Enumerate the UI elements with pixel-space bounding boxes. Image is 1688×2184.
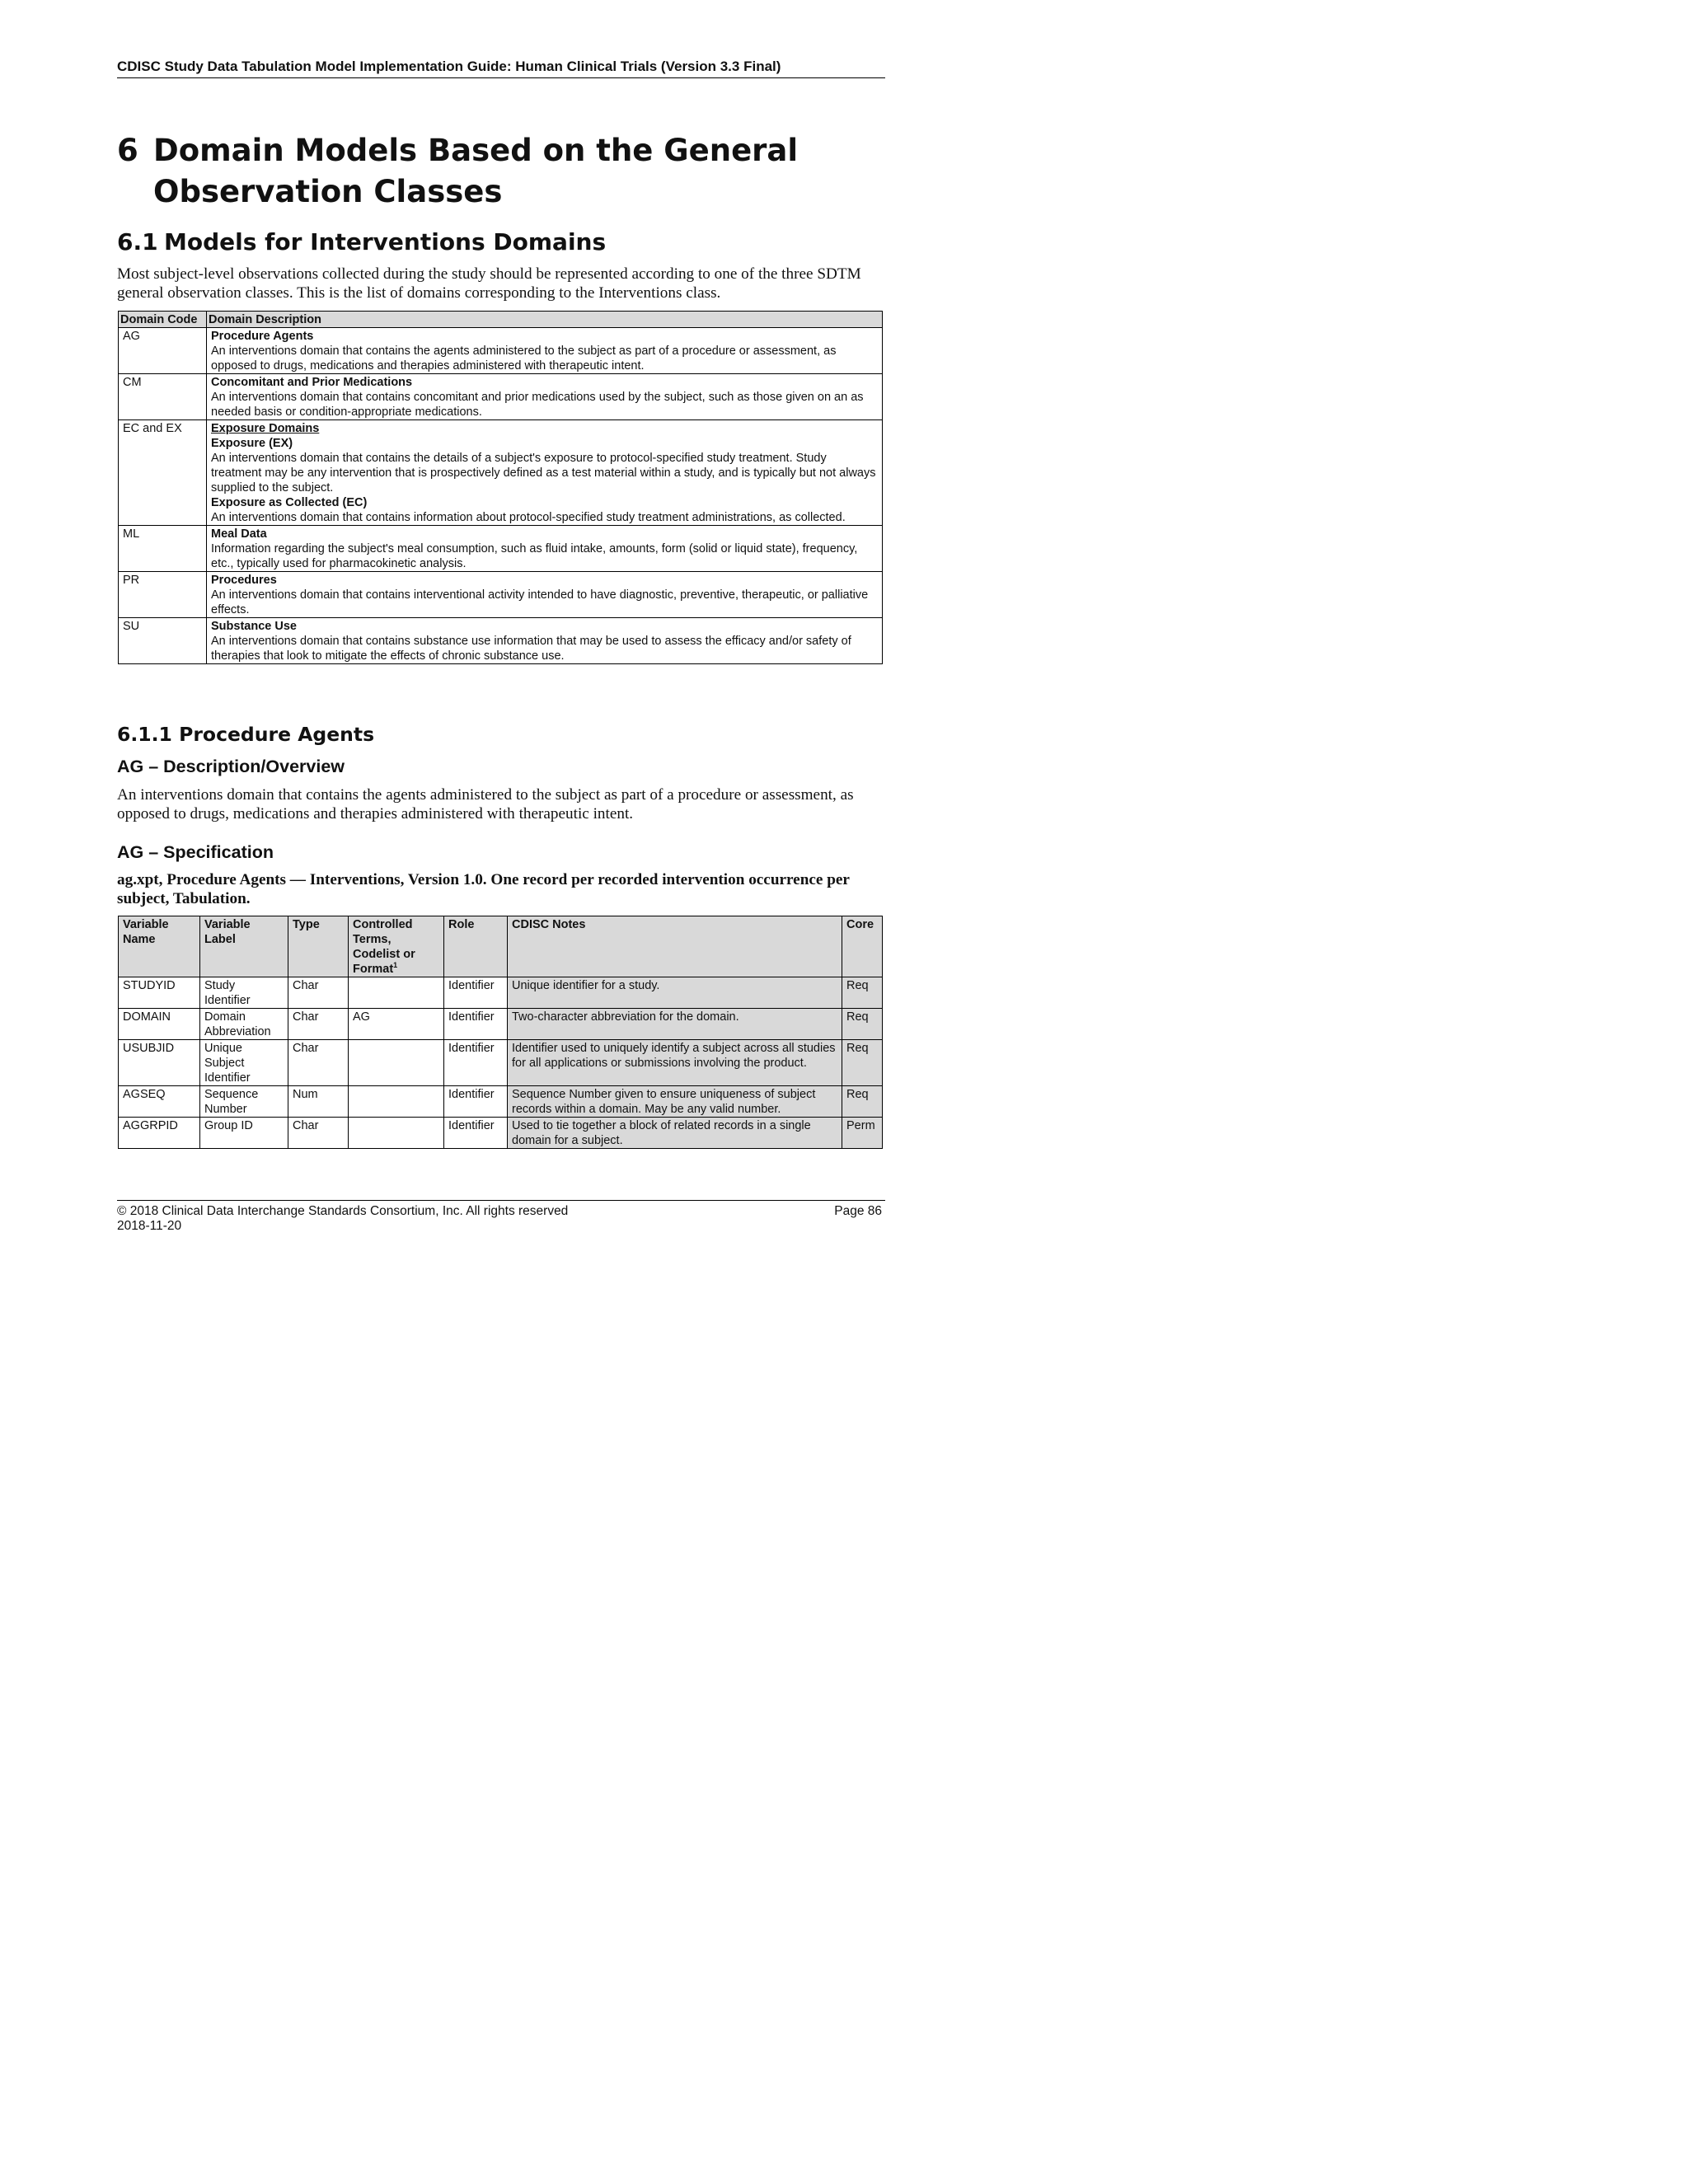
overview-text: An interventions domain that contains the agents administered to the subject as part of a procedure or assessment, as opposed to drugs, medications and therapies administered with therapeutic intent. <box>117 786 854 823</box>
subsection-title: Models for Interventions Domains <box>164 228 607 255</box>
domain-code: ML <box>119 526 207 572</box>
domain-title: Procedure Agents <box>211 330 314 343</box>
section-number: 6 <box>117 133 138 168</box>
specification-table <box>118 916 883 1149</box>
cdisc-note: Used to tie together a block of related records in a single domain for a subject. <box>508 1118 842 1149</box>
variable-role: Identifier <box>444 977 508 1009</box>
table-row <box>119 328 883 374</box>
core-value: Perm <box>842 1118 883 1149</box>
running-header: CDISC Study Data Tabulation Model Implementation Guide: Human Clinical Trials (Version 3.3 Final) <box>117 58 885 78</box>
column-header: CDISC Notes <box>508 916 842 977</box>
column-header: Domain Code <box>119 312 207 328</box>
subsubsection-heading <box>117 722 374 747</box>
variable-name: USUBJID <box>119 1040 200 1086</box>
table-row <box>119 420 883 526</box>
table-row <box>119 1086 883 1118</box>
cdisc-note: Sequence Number given to ensure uniqueness of subject records within a domain. May be any valid number. <box>508 1086 842 1118</box>
cdisc-note: Unique identifier for a study. <box>508 977 842 1009</box>
domain-description <box>207 572 883 618</box>
domain-text: An interventions domain that contains concomitant and prior medications used by the subject, such as those given on an as needed basis or condition-appropriate medications. <box>211 391 864 419</box>
domain-description <box>207 618 883 664</box>
footer-date: 2018-11-20 <box>117 1219 182 1233</box>
domain-code: EC and EX <box>119 420 207 526</box>
controlled-terms <box>349 1040 444 1086</box>
page-number: Page 86 <box>834 1204 882 1218</box>
controlled-terms <box>349 977 444 1009</box>
variable-type: Char <box>288 1009 349 1040</box>
variable-type: Char <box>288 1118 349 1149</box>
variable-label: Unique Subject Identifier <box>200 1040 288 1086</box>
subsubsection-number: 6.1.1 <box>117 723 172 746</box>
domain-description <box>207 420 883 526</box>
controlled-terms <box>349 1118 444 1149</box>
column-header: Core <box>842 916 883 977</box>
variable-role: Identifier <box>444 1118 508 1149</box>
table-row <box>119 1009 883 1040</box>
column-header: Variable Label <box>200 916 288 977</box>
domain-text: An interventions domain that contains the details of a subject's exposure to protocol-specified study treatment. Study treatment may be any intervention that is prospectively defined as a test material within a study, and is typically but not always supplied to the subject. <box>211 452 876 494</box>
table-row <box>119 977 883 1009</box>
domain-text: An interventions domain that contains interventional activity intended to have diagnostic, preventive, therapeutic, or palliative effects. <box>211 588 869 616</box>
variable-role: Identifier <box>444 1009 508 1040</box>
variable-label: Domain Abbreviation <box>200 1009 288 1040</box>
variable-type: Char <box>288 1040 349 1086</box>
variable-name: AGSEQ <box>119 1086 200 1118</box>
variable-type: Char <box>288 977 349 1009</box>
core-value: Req <box>842 1009 883 1040</box>
domain-text: Information regarding the subject's meal consumption, such as fluid intake, amounts, form (solid or liquid state), frequency, etc., typically used for pharmacokinetic analysis. <box>211 542 858 570</box>
domain-text: An interventions domain that contains the agents administered to the subject as part of a procedure or assessment, as opposed to drugs, medications and therapies administered with therapeutic intent. <box>211 344 837 373</box>
specification-caption: ag.xpt, Procedure Agents — Interventions, Version 1.0. One record per recorded intervention occurrence per subject, Tabulation. <box>117 871 850 907</box>
specification-heading: AG – Specification <box>117 842 274 862</box>
variable-type: Num <box>288 1086 349 1118</box>
variable-label: Sequence Number <box>200 1086 288 1118</box>
domain-table-header-row <box>119 312 883 328</box>
domain-group-title: Exposure Domains <box>211 422 320 435</box>
spec-header-row <box>119 916 883 977</box>
variable-label: Study Identifier <box>200 977 288 1009</box>
subsection-number: 6.1 <box>117 228 158 255</box>
controlled-terms: AG <box>349 1009 444 1040</box>
footnote-marker: 1 <box>393 961 398 970</box>
core-value: Req <box>842 1040 883 1086</box>
subsubsection-title: Procedure Agents <box>179 723 375 746</box>
section-title: Domain Models Based on the General Observation Classes <box>153 133 799 209</box>
domain-title: Exposure as Collected (EC) <box>211 496 368 509</box>
overview-heading: AG – Description/Overview <box>117 757 345 776</box>
variable-name: DOMAIN <box>119 1009 200 1040</box>
domain-title: Procedures <box>211 574 277 587</box>
cdisc-note: Identifier used to uniquely identify a subject across all studies for all applications or submissions involving the product. <box>508 1040 842 1086</box>
table-row <box>119 374 883 420</box>
cdisc-note: Two-character abbreviation for the domain. <box>508 1009 842 1040</box>
column-header: Domain Description <box>207 312 883 328</box>
copyright-text: © 2018 Clinical Data Interchange Standards Consortium, Inc. All rights reserved <box>117 1204 569 1218</box>
column-header: Type <box>288 916 349 977</box>
domain-description <box>207 374 883 420</box>
domain-title: Concomitant and Prior Medications <box>211 376 413 389</box>
variable-role: Identifier <box>444 1040 508 1086</box>
table-row <box>119 572 883 618</box>
table-row <box>119 1040 883 1086</box>
domain-title: Meal Data <box>211 527 267 541</box>
domain-table <box>118 311 883 664</box>
variable-name: STUDYID <box>119 977 200 1009</box>
page-footer <box>117 1200 885 1234</box>
column-header: Variable Name <box>119 916 200 977</box>
document-page <box>0 0 1009 1305</box>
table-row <box>119 1118 883 1149</box>
controlled-terms-header: Controlled Terms, Codelist or Format <box>353 918 415 976</box>
core-value: Req <box>842 977 883 1009</box>
domain-description <box>207 328 883 374</box>
table-row <box>119 618 883 664</box>
domain-description <box>207 526 883 572</box>
domain-text: An interventions domain that contains information about protocol-specified study treatment administrations, as collected. <box>211 511 846 524</box>
controlled-terms <box>349 1086 444 1118</box>
domain-title: Substance Use <box>211 620 297 633</box>
domain-code: CM <box>119 374 207 420</box>
table-row <box>119 526 883 572</box>
domain-title: Exposure (EX) <box>211 437 293 450</box>
subsection-heading <box>117 228 606 256</box>
domain-text: An interventions domain that contains substance use information that may be used to assess the efficacy and/or safety of therapies that look to mitigate the effects of chronic substance use. <box>211 635 851 663</box>
subsection-intro: Most subject-level observations collected during the study should be represented according to one of the three SDTM general observation classes. This is the list of domains corresponding to the Interventions class. <box>117 265 861 302</box>
core-value: Req <box>842 1086 883 1118</box>
column-header: Role <box>444 916 508 977</box>
variable-role: Identifier <box>444 1086 508 1118</box>
column-header <box>349 916 444 977</box>
domain-code: PR <box>119 572 207 618</box>
domain-code: AG <box>119 328 207 374</box>
variable-label: Group ID <box>200 1118 288 1149</box>
variable-name: AGGRPID <box>119 1118 200 1149</box>
domain-code: SU <box>119 618 207 664</box>
